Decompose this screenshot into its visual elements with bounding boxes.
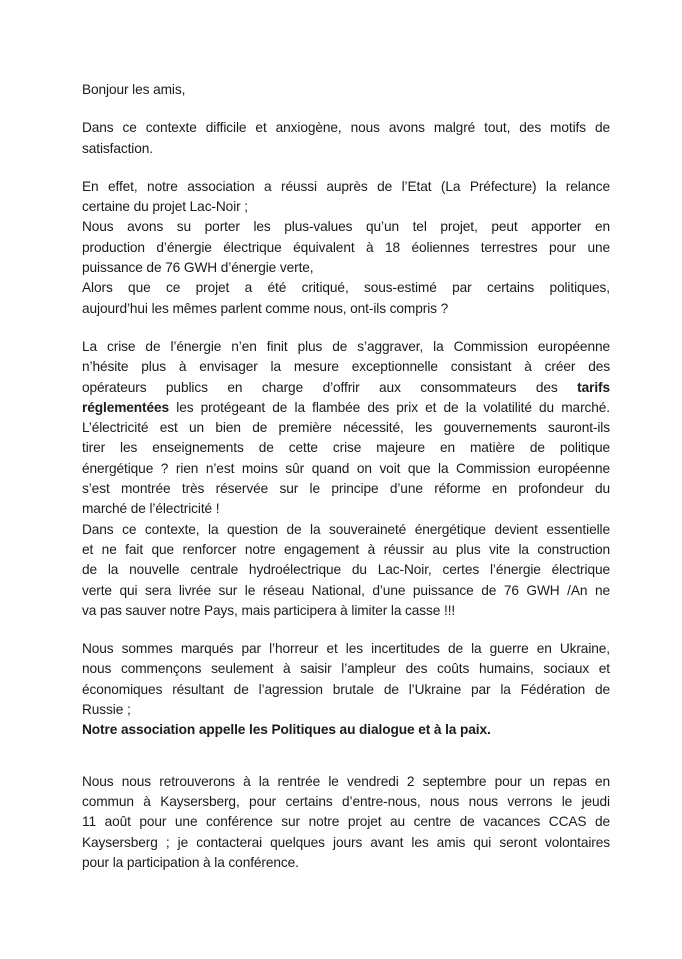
text-line	[82, 378, 610, 398]
text-segment: économiques résultant de l’agression brutale de l’Ukraine par la Fédération de	[82, 681, 610, 697]
text-segment: nous commençons seulement à saisir l’ampleur des coûts humains, sociaux et	[82, 661, 610, 677]
text-segment: énergétique ? rien n’est moins sûr quand on voit que la Commission européenne	[82, 460, 610, 476]
text-segment: aujourd’hui les mêmes parlent comme nous, ont-ils compris ?	[82, 300, 449, 316]
text-segment: Russie ;	[82, 702, 131, 718]
text-line	[82, 479, 610, 499]
bold-text-segment: tarifs	[577, 379, 610, 395]
bold-text-segment: Notre association appelle les Politiques au dialogue et à la paix.	[82, 722, 491, 738]
text-line	[82, 540, 610, 560]
text-segment: n’hésite plus à envisager la mesure exceptionnelle consistant à créer des	[82, 359, 610, 375]
text-line	[82, 680, 610, 700]
text-segment: Dans ce contexte, la question de la souveraineté énergétique devient essentielle	[82, 521, 610, 537]
text-segment: Nous avons su porter les plus-values qu’un tel projet, peut apporter en	[82, 219, 610, 235]
text-segment: satisfaction.	[82, 140, 153, 156]
text-line	[82, 639, 610, 659]
text-segment: Nous sommes marqués par l’horreur et les incertitudes de la guerre en Ukraine,	[82, 641, 610, 657]
text-line	[82, 258, 610, 278]
paragraph	[82, 177, 610, 218]
text-segment: verte qui sera livrée sur le réseau National, d’une puissance de 76 GWH /An ne	[82, 582, 610, 598]
text-segment: s’est montrée très réservée sur le principe d’une réforme en profondeur du	[82, 481, 610, 497]
text-segment: opérateurs publics en charge d’offrir aux consommateurs des	[82, 379, 578, 395]
text-line	[82, 812, 610, 832]
text-line	[82, 581, 610, 601]
text-line	[82, 337, 610, 357]
text-line	[82, 357, 610, 377]
text-line	[82, 560, 610, 580]
text-segment: 11 août pour une conférence sur notre projet au centre de vacances CCAS de	[82, 814, 610, 830]
text-segment: En effet, notre association a réussi auprès de l’Etat (La Préfecture) la relance	[82, 178, 610, 194]
paragraph	[82, 80, 610, 100]
paragraph-spacer	[82, 159, 610, 177]
text-line	[82, 398, 610, 418]
text-line	[82, 217, 610, 237]
paragraph	[82, 639, 610, 720]
text-line	[82, 299, 610, 319]
paragraph	[82, 118, 610, 159]
text-line	[82, 499, 610, 519]
text-line	[82, 601, 610, 621]
text-segment: Kaysersberg ; je contacterai quelques jours avant les amis qui seront volontaires	[82, 834, 610, 850]
paragraph-spacer	[82, 741, 610, 772]
text-segment: Dans ce contexte difficile et anxiogène, nous avons malgré tout, des motifs de	[82, 120, 610, 136]
text-segment: va pas sauver notre Pays, mais participera à limiter la casse !!!	[82, 602, 456, 618]
text-line	[82, 720, 610, 740]
text-line	[82, 659, 610, 679]
text-segment: La crise de l’énergie n’en finit plus de s’aggraver, la Commission européenne	[82, 338, 610, 354]
paragraph-spacer	[82, 100, 610, 118]
text-line	[82, 833, 610, 853]
text-segment: de la nouvelle centrale hydroélectrique du Lac-Noir, certes l’énergie électrique	[82, 562, 610, 578]
text-line	[82, 197, 610, 217]
paragraph	[82, 278, 610, 319]
text-segment: L’électricité est un bien de première nécessité, les gouvernements sauront-ils	[82, 420, 610, 436]
text-segment: les protégeant de la flambée des prix et de la volatilité du marché.	[169, 399, 610, 415]
text-line	[82, 418, 610, 438]
text-line	[82, 80, 610, 100]
paragraph	[82, 217, 610, 278]
text-line	[82, 438, 610, 458]
paragraph-spacer	[82, 319, 610, 337]
paragraph	[82, 772, 610, 873]
text-line	[82, 139, 610, 159]
text-line	[82, 238, 610, 258]
text-segment: pour la participation à la conférence.	[82, 854, 299, 870]
text-segment: certaine du projet Lac-Noir ;	[82, 199, 248, 215]
text-segment: marché de l’électricité !	[82, 501, 220, 517]
text-segment: Nous nous retrouverons à la rentrée le vendredi 2 septembre pour un repas en	[82, 773, 610, 789]
text-segment: et ne fait que renforcer notre engagement à réussir au plus vite la construction	[82, 541, 610, 557]
text-segment: Bonjour les amis,	[82, 82, 186, 97]
paragraph	[82, 520, 610, 621]
text-segment: commun à Kaysersberg, pour certains d’entre-nous, nous nous verrons le jeudi	[82, 793, 610, 809]
text-line	[82, 459, 610, 479]
text-segment: production d’énergie électrique équivalent à 18 éoliennes terrestres pour une	[82, 239, 610, 255]
text-line	[82, 118, 610, 138]
text-line	[82, 520, 610, 540]
text-segment: tirer les enseignements de cette crise majeure en matière de politique	[82, 440, 610, 456]
paragraph-spacer	[82, 621, 610, 639]
text-line	[82, 792, 610, 812]
text-segment: puissance de 76 GWH d’énergie verte,	[82, 260, 314, 276]
paragraph	[82, 337, 610, 520]
text-line	[82, 278, 610, 298]
bold-text-segment: réglementées	[82, 399, 170, 415]
text-line	[82, 772, 610, 792]
text-line	[82, 177, 610, 197]
document-body	[82, 80, 610, 873]
text-line	[82, 853, 610, 873]
text-line	[82, 700, 610, 720]
paragraph	[82, 720, 610, 740]
text-segment: Alors que ce projet a été critiqué, sous-estimé par certains politiques,	[82, 280, 610, 296]
